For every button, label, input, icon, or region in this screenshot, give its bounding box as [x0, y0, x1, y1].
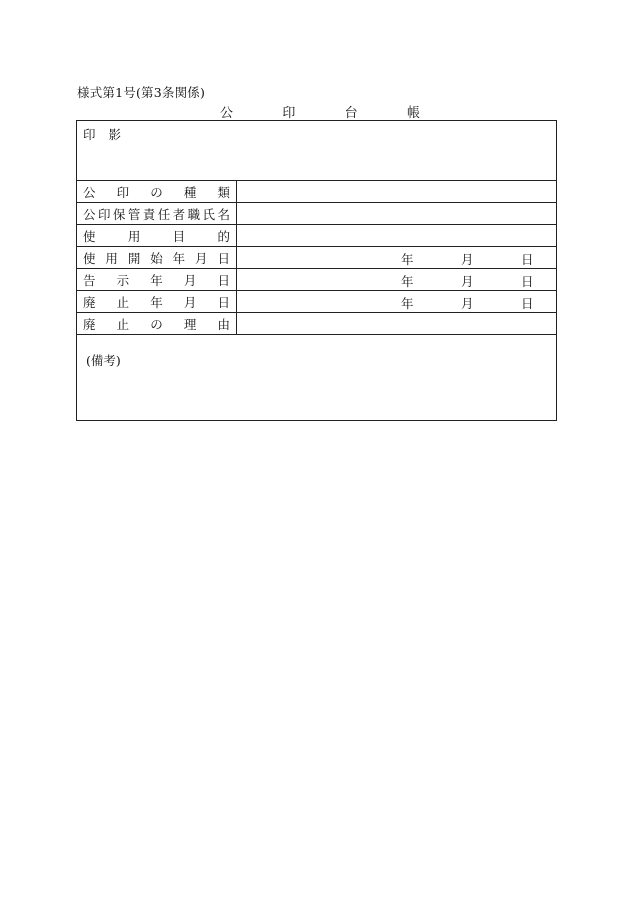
label-char: 示 — [116, 272, 130, 288]
date-field — [237, 269, 556, 290]
label-char: 名 — [217, 206, 230, 222]
label-char: 影 — [108, 127, 121, 142]
label-char: 年 — [150, 294, 163, 310]
label-char: 由 — [217, 316, 230, 332]
row-label-start-date — [77, 247, 237, 268]
label-char: 日 — [217, 250, 230, 266]
form-number: 様式第1号(第3条関係) — [77, 85, 206, 100]
label-char: 用 — [105, 250, 118, 266]
label-char: 止 — [116, 294, 130, 310]
label-char: 始 — [150, 250, 163, 266]
label-char: 年 — [172, 250, 186, 266]
label-char: 廃 — [83, 316, 96, 332]
label-char: 職 — [187, 206, 201, 222]
date-day-unit: 日 — [521, 252, 534, 267]
title-char: 帳 — [406, 106, 420, 121]
label-char: 日 — [217, 272, 230, 288]
label-char: 氏 — [202, 206, 216, 222]
label-char: 月 — [183, 294, 197, 310]
row-label-abolition-reason — [77, 313, 237, 334]
date-day-unit: 日 — [521, 274, 534, 289]
label-char: 種 — [183, 184, 197, 200]
remarks-cell — [77, 335, 556, 420]
label-char: 告 — [83, 272, 96, 288]
row-label-abolition-date — [77, 291, 237, 312]
row-abolition-date — [77, 291, 556, 313]
date-month-unit: 月 — [461, 274, 474, 289]
document-title — [220, 102, 420, 121]
title-char: 台 — [344, 106, 358, 121]
label-char: 開 — [127, 250, 141, 266]
date-field — [237, 291, 556, 312]
seal-ledger-table — [76, 120, 557, 421]
label-char: 使 — [83, 228, 96, 244]
label-char: 印 — [116, 184, 130, 200]
date-year-unit: 年 — [401, 274, 414, 289]
label-char: 任 — [157, 206, 171, 222]
title-char: 印 — [282, 106, 296, 121]
row-start-date — [77, 247, 556, 269]
date-day-unit: 日 — [521, 296, 534, 311]
label-char: 公 — [83, 184, 96, 200]
row-abolition-reason — [77, 313, 556, 335]
row-notice-date — [77, 269, 556, 291]
label-char: 年 — [150, 272, 163, 288]
row-label-seal-type — [77, 181, 237, 202]
label-char: 月 — [195, 250, 208, 266]
label-char: 止 — [116, 316, 130, 332]
row-label-custodian — [77, 203, 237, 224]
remarks-label: (備考) — [86, 353, 121, 368]
date-month-unit: 月 — [461, 252, 474, 267]
date-field — [237, 247, 556, 268]
date-month-unit: 月 — [461, 296, 474, 311]
label-char: 者 — [172, 206, 186, 222]
label-char: の — [150, 184, 163, 200]
label-char: 用 — [127, 228, 141, 244]
date-year-unit: 年 — [401, 252, 414, 267]
title-char: 公 — [220, 106, 234, 121]
row-label-notice-date — [77, 269, 237, 290]
label-char: 管 — [127, 206, 141, 222]
label-char: の — [150, 316, 163, 332]
label-char: 印 — [97, 206, 111, 222]
label-char: 保 — [112, 206, 126, 222]
label-char: 廃 — [83, 294, 96, 310]
label-char: 的 — [217, 228, 230, 244]
label-char: 類 — [217, 184, 230, 200]
row-purpose — [77, 225, 556, 247]
label-char: 責 — [142, 206, 156, 222]
row-label-purpose — [77, 225, 237, 246]
seal-impression-label — [83, 125, 121, 143]
label-char: 月 — [183, 272, 197, 288]
label-char: 日 — [217, 294, 230, 310]
label-char: 理 — [183, 316, 197, 332]
label-char: 目 — [172, 228, 186, 244]
row-seal-type — [77, 181, 556, 203]
row-custodian — [77, 203, 556, 225]
label-char: 印 — [83, 127, 96, 142]
seal-impression-cell — [77, 121, 556, 181]
date-year-unit: 年 — [401, 296, 414, 311]
label-char: 公 — [83, 206, 96, 222]
label-char: 使 — [83, 250, 96, 266]
